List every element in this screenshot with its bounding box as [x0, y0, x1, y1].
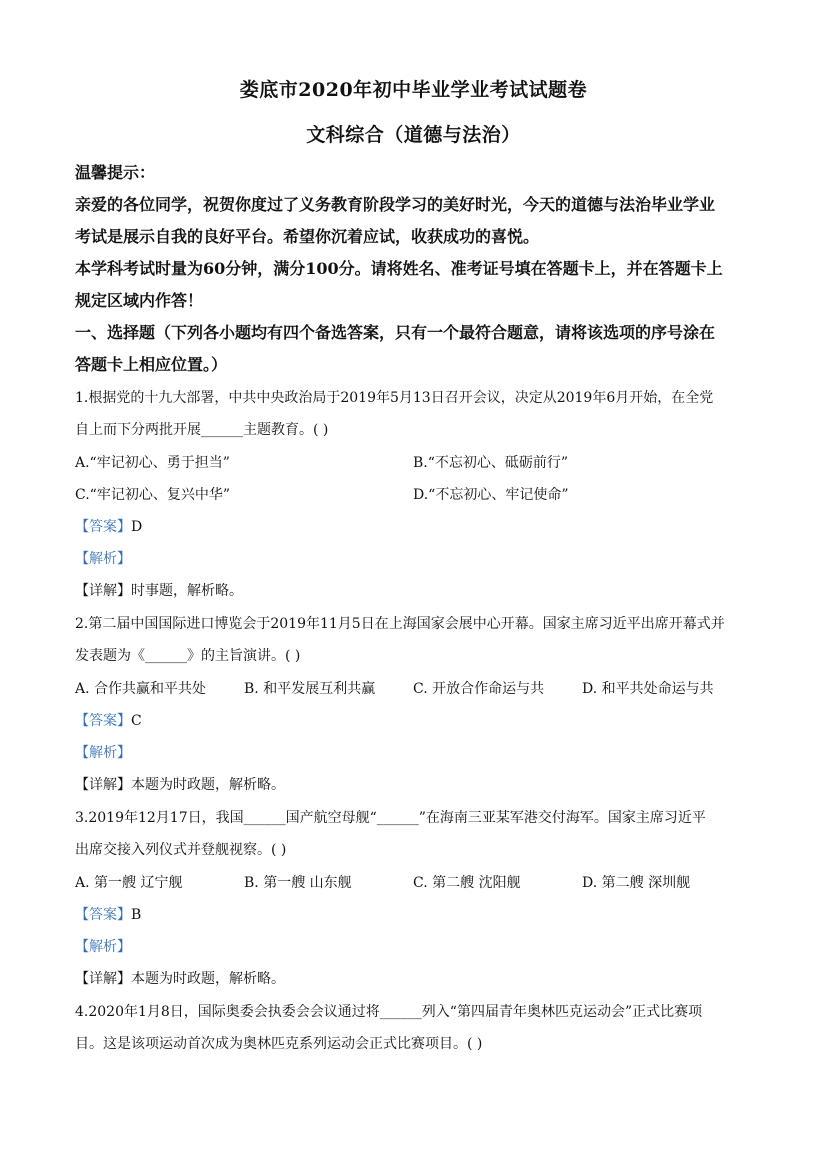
answer-value: D — [131, 519, 143, 535]
question-1-detail — [75, 580, 755, 600]
exam-title: 娄底市2020年初中毕业学业考试试题卷 — [239, 79, 588, 101]
detail-text: 本题为时政题，解析略。 — [131, 777, 285, 793]
notice-line: 本学科考试时量为60分钟，满分100分。请将姓名、准考证号填在答题卡上，并在答题卡上 — [75, 259, 723, 278]
question-4-text: 4.2020年1月8日，国际奥委会执委会会议通过将______列入“第四届青年奥林匹克运动会”正式比赛项 — [75, 1004, 703, 1020]
notice-line: 规定区域内作答！ — [75, 291, 204, 310]
question-2-option-c: C. 开放合作命运与共 — [413, 681, 545, 697]
question-1-option-d: D.“不忘初心、牢记使命” — [413, 487, 569, 503]
question-4-text-cont: 目。这是该项运动首次成为奥林匹克系列运动会正式比赛项目。( ) — [75, 1036, 483, 1052]
question-1-analysis-label: 【解析】 — [75, 551, 131, 567]
question-2-text: 2.第二届中国国际进口博览会于2019年11月5日在上海国家会展中心开幕。国家主席习近平出席开幕式并 — [75, 616, 725, 632]
question-1-text: 1.根据党的十九大部署，中共中央政治局于2019年5月13日召开会议，决定从2019年6月开始，在全党 — [75, 390, 714, 406]
question-2-analysis-label: 【解析】 — [75, 745, 131, 761]
question-3-answer — [75, 904, 755, 924]
question-1-option-a: A.“牢记初心、勇于担当” — [75, 455, 230, 471]
question-2-text-cont: 发表题为《______》的主旨演讲。( ) — [75, 648, 301, 664]
question-3-option-b: B. 第一艘 山东舰 — [244, 875, 352, 891]
answer-label: 【答案】 — [75, 713, 131, 729]
question-3-option-a: A. 第一艘 辽宁舰 — [75, 875, 183, 891]
detail-label: 【详解】 — [75, 971, 131, 987]
question-3-text-cont: 出席交接入列仪式并登舰视察。( ) — [75, 842, 287, 858]
question-2-detail — [75, 774, 755, 794]
question-2-option-a: A. 合作共赢和平共处 — [75, 681, 207, 697]
question-2-option-b: B. 和平发展互利共赢 — [244, 681, 376, 697]
question-2-option-d: D. 和平共处命运与共 — [582, 681, 714, 697]
question-3-analysis-label: 【解析】 — [75, 939, 131, 955]
question-3-option-d: D. 第二艘 深圳舰 — [582, 875, 691, 891]
exam-subtitle: 文科综合（道德与法治） — [306, 124, 521, 146]
answer-label: 【答案】 — [75, 519, 131, 535]
question-1-option-b: B.“不忘初心、砥砺前行” — [413, 455, 569, 471]
answer-label: 【答案】 — [75, 907, 131, 923]
question-1-option-c: C.“牢记初心、复兴中华” — [75, 487, 230, 503]
question-1-text-cont: 自上而下分两批开展______主题教育。( ) — [75, 422, 329, 438]
notice-heading: 温馨提示： — [75, 163, 156, 182]
question-3-detail — [75, 968, 755, 988]
detail-text: 本题为时政题，解析略。 — [131, 971, 285, 987]
answer-value: B — [131, 907, 142, 923]
answer-value: C — [131, 713, 142, 729]
question-2-answer — [75, 710, 755, 730]
detail-text: 时事题，解析略。 — [131, 583, 243, 599]
question-1-answer — [75, 516, 755, 536]
notice-line: 亲爱的各位同学，祝贺你度过了义务教育阶段学习的美好时光，今天的道德与法治毕业学业 — [75, 195, 716, 214]
question-3-option-c: C. 第二艘 沈阳舰 — [413, 875, 521, 891]
notice-line: 考试是展示自我的良好平台。希望你沉着应试，收获成功的喜悦。 — [75, 227, 540, 246]
detail-label: 【详解】 — [75, 583, 131, 599]
question-3-text: 3.2019年12月17日，我国______国产航空母舰“______”在海南三亚某军港交付海军。国家主席习近平 — [75, 810, 706, 826]
section-heading-cont: 答题卡上相应位置。） — [75, 355, 228, 374]
section-heading: 一、选择题（下列各小题均有四个备选答案，只有一个最符合题意，请将该选项的序号涂在 — [75, 323, 716, 342]
detail-label: 【详解】 — [75, 777, 131, 793]
